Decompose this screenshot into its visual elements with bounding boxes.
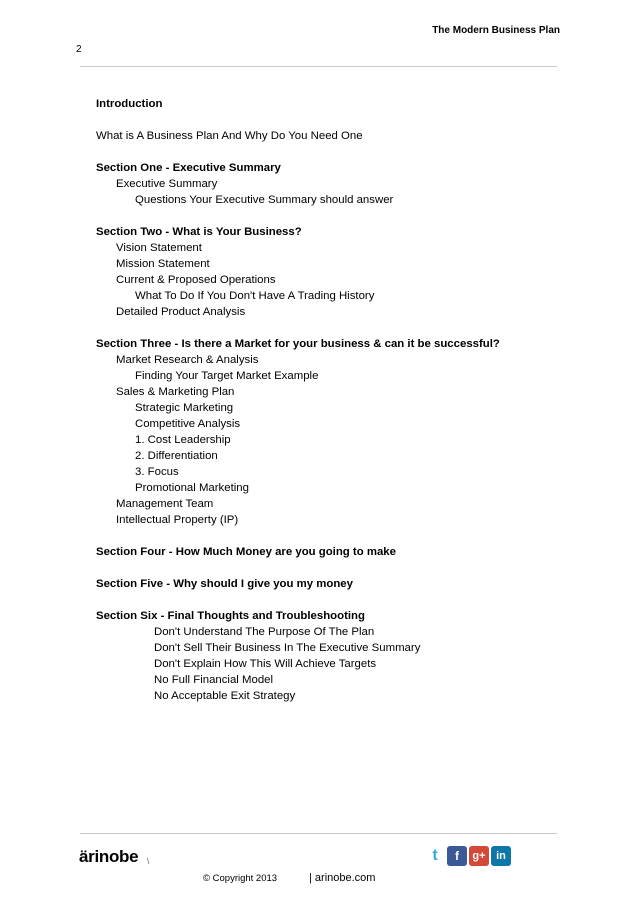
- toc-section-two[interactable]: Section Two - What is Your Business?: [96, 226, 302, 238]
- table-of-contents: [96, 96, 576, 704]
- page-number: 2: [76, 44, 82, 55]
- toc-item[interactable]: Finding Your Target Market Example: [135, 370, 319, 382]
- document-title: The Modern Business Plan: [432, 25, 560, 36]
- toc-item[interactable]: Intellectual Property (IP): [116, 514, 239, 526]
- toc-item[interactable]: 2. Differentiation: [135, 450, 218, 462]
- toc-item[interactable]: Sales & Marketing Plan: [116, 386, 235, 398]
- website-link[interactable]: | arinobe.com: [309, 872, 376, 884]
- toc-item[interactable]: Promotional Marketing: [135, 482, 249, 494]
- toc-item[interactable]: Detailed Product Analysis: [116, 306, 246, 318]
- toc-section-five[interactable]: Section Five - Why should I give you my money: [96, 578, 353, 590]
- toc-item[interactable]: Management Team: [116, 498, 214, 510]
- toc-item[interactable]: Competitive Analysis: [135, 418, 241, 430]
- footer-divider: [80, 833, 557, 834]
- toc-item[interactable]: Vision Statement: [116, 242, 202, 254]
- toc-introduction[interactable]: Introduction: [96, 98, 163, 110]
- arinobe-logo: ärinobe: [79, 847, 139, 866]
- toc-item[interactable]: Don't Sell Their Business In The Executive Summary: [154, 642, 421, 654]
- social-links: [425, 846, 511, 866]
- toc-item[interactable]: 1. Cost Leadership: [135, 434, 231, 446]
- toc-item[interactable]: Don't Understand The Purpose Of The Plan: [154, 626, 375, 638]
- facebook-icon[interactable]: f: [447, 846, 467, 866]
- copyright-text: © Copyright 2013: [203, 873, 278, 884]
- toc-item[interactable]: Questions Your Executive Summary should answer: [135, 194, 394, 206]
- toc-item[interactable]: Market Research & Analysis: [116, 354, 259, 366]
- toc-item[interactable]: No Acceptable Exit Strategy: [154, 690, 296, 702]
- logo-mark: \: [147, 857, 150, 866]
- toc-item[interactable]: No Full Financial Model: [154, 674, 274, 686]
- twitter-icon[interactable]: t: [425, 846, 445, 866]
- toc-item[interactable]: Don't Explain How This Will Achieve Targets: [154, 658, 377, 670]
- linkedin-icon[interactable]: in: [491, 846, 511, 866]
- header-divider: [80, 66, 557, 67]
- toc-item[interactable]: Current & Proposed Operations: [116, 274, 276, 286]
- toc-item[interactable]: Mission Statement: [116, 258, 210, 270]
- toc-section-four[interactable]: Section Four - How Much Money are you going to make: [96, 546, 396, 558]
- toc-item[interactable]: 3. Focus: [135, 466, 179, 478]
- toc-item[interactable]: Strategic Marketing: [135, 402, 234, 414]
- toc-section-three[interactable]: Section Three - Is there a Market for your business & can it be successful?: [96, 338, 500, 350]
- toc-what-is-business-plan[interactable]: What is A Business Plan And Why Do You Need One: [96, 130, 363, 142]
- toc-item[interactable]: Executive Summary: [116, 178, 218, 190]
- google-plus-icon[interactable]: g+: [469, 846, 489, 866]
- toc-section-one[interactable]: Section One - Executive Summary: [96, 162, 281, 174]
- toc-item[interactable]: What To Do If You Don't Have A Trading History: [135, 290, 375, 302]
- toc-section-six[interactable]: Section Six - Final Thoughts and Troubleshooting: [96, 610, 365, 622]
